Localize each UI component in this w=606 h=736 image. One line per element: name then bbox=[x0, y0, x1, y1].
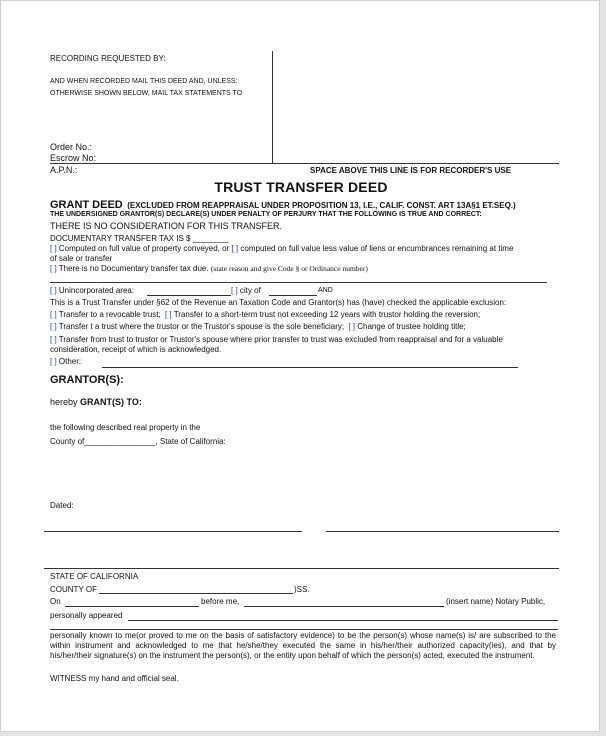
unincorporated-label: Unincorporated area: bbox=[58, 286, 135, 295]
other-line bbox=[102, 367, 518, 368]
checkbox-no-tax[interactable]: [ ] bbox=[50, 264, 57, 273]
notary-acknowledgment-paragraph: personally known to me(or proved to me on the basis of satisfactory evidence) to be the person(s) whose name(s) is/ are subscribed to the within instrument and acknowledged to me that he/she/they executed the same in his/her/their authorized capacity(ies), and that by his/her/their signature(s) on the instrument the person(s), or the entity upon behalf of which the person(s) acted, executed the instrument. bbox=[50, 631, 556, 660]
dated-label: Dated: bbox=[50, 501, 74, 510]
document-title: TRUST TRANSFER DEED bbox=[214, 179, 388, 195]
checkbox-revocable[interactable]: [ ] bbox=[50, 310, 57, 319]
checkbox-computed-full[interactable]: [ ] bbox=[50, 244, 57, 253]
city-row bbox=[231, 286, 261, 295]
grantors-heading: GRANTOR(S): bbox=[50, 374, 124, 386]
personally-appeared-label: personally appeared bbox=[50, 611, 123, 620]
revocable-label: Transfer to a revocable trust; bbox=[58, 310, 161, 319]
personally-appeared-line-2 bbox=[50, 629, 558, 630]
checkbox-other[interactable]: [ ] bbox=[50, 357, 57, 366]
notary-ss: )SS. bbox=[294, 585, 310, 594]
before-me-label: before me, bbox=[201, 597, 240, 606]
checkbox-short-term[interactable]: [ ] bbox=[164, 310, 172, 319]
notary-divider bbox=[44, 568, 559, 569]
city-line bbox=[269, 295, 317, 296]
signature-line-right[interactable] bbox=[326, 531, 559, 532]
state-reason-note: (state reason and give Code § or Ordinance number) bbox=[210, 264, 368, 273]
notary-on-label: On bbox=[50, 597, 61, 606]
computed-full-label: Computed on full value of property conveyed, or bbox=[58, 244, 230, 253]
exclusion-row2 bbox=[50, 322, 466, 331]
checkbox-unincorporated[interactable]: [ ] bbox=[50, 286, 57, 295]
trust-transfer-intro: This is a Trust Transfer under §62 of the Revenue an Taxation Code and Grantor(s) has (have) checked the applicable exclusion: bbox=[50, 298, 507, 307]
checkbox-spouse-beneficiary[interactable]: [ ] bbox=[50, 322, 57, 331]
checkbox-city[interactable]: [ ] bbox=[231, 286, 238, 295]
change-trustee-label: Change of trustee holding title; bbox=[357, 322, 466, 331]
notary-name-line bbox=[244, 606, 444, 607]
hereby-label: hereby bbox=[50, 397, 78, 407]
signature-line-left[interactable] bbox=[44, 531, 302, 532]
undersigned-declaration: THE UNDERSIGNED GRANTOR(S) DECLARE(S) UNDER PENALTY OF PERJURY THAT THE FOLLOWING IS TRUE AND CORRECT: bbox=[50, 211, 482, 218]
personally-appeared-line bbox=[128, 620, 558, 621]
county-state-line: County of________________, State of California: bbox=[50, 437, 226, 446]
exclusion-row3 bbox=[50, 335, 503, 344]
exclusion-row1 bbox=[50, 310, 480, 319]
reason-line bbox=[50, 282, 547, 283]
hereby-grants-row bbox=[50, 397, 142, 407]
other-label: Other: bbox=[58, 357, 82, 366]
recording-requested-by: RECORDING REQUESTED BY: bbox=[50, 54, 166, 63]
doc-transfer-tax: DOCUMENTARY TRANSFER TAX IS $ ________ bbox=[50, 234, 229, 243]
notary-county-label: COUNTY OF bbox=[50, 585, 97, 594]
checkbox-change-trustee[interactable]: [ ] bbox=[348, 322, 356, 331]
and-label: AND bbox=[318, 287, 333, 294]
following-described-property: the following described real property in the bbox=[50, 423, 201, 432]
tax-option-row1 bbox=[50, 244, 513, 253]
checkbox-trust-to-trustor[interactable]: [ ] bbox=[50, 335, 57, 344]
checkbox-computed-less[interactable]: [ ] bbox=[231, 244, 239, 253]
short-term-label: Transfer to a short-term trust not exceeding 12 years with trustor holding the reversion; bbox=[173, 310, 481, 319]
area-row bbox=[50, 286, 134, 295]
notary-county-line bbox=[99, 593, 293, 594]
order-no-label: Order No.: bbox=[50, 142, 93, 152]
grant-deed-label: GRANT DEED bbox=[50, 199, 123, 211]
computed-less-label: computed on full value less value of liens or encumbrances remaining at time bbox=[240, 244, 514, 253]
recorder-use-note: SPACE ABOVE THIS LINE IS FOR RECORDER'S USE bbox=[310, 166, 512, 175]
tax-option-row2 bbox=[50, 264, 368, 273]
mail-instructions-line2: OTHERWISE SHOWN BELOW, MAIL TAX STATEMENTS TO bbox=[50, 90, 243, 97]
no-tax-label: There is no Documentary transfer tax due. bbox=[58, 264, 209, 273]
mail-instructions-line1: AND WHEN RECORDED MAIL THIS DEED AND, UNLESS: bbox=[50, 78, 238, 85]
grant-deed-exclusion: (EXCLUDED FROM REAPPRAISAL UNDER PROPOSITION 13, I.E., CALIF. CONST. ART 13A§1 ET.SEQ.) bbox=[127, 201, 516, 210]
witness-line: WITNESS my hand and official seal. bbox=[50, 674, 179, 683]
trust-to-trustor-label: Transfer from trust to trustor or Trustor's spouse where prior transfer to trust was excluded from reappraisal and for a valuable bbox=[58, 335, 503, 344]
escrow-no-label: Escrow No: bbox=[50, 153, 97, 163]
trust-to-trustor-continued: consideration, receipt of which is acknowledged. bbox=[50, 345, 222, 354]
grants-to-label: GRANT(S) TO: bbox=[80, 397, 142, 407]
unincorporated-line bbox=[147, 295, 231, 296]
exclusion-other-row bbox=[50, 357, 81, 366]
notary-state: STATE OF CALIFORNIA bbox=[50, 572, 139, 581]
spouse-beneficiary-label: Transfer t a trust where the trustor or the Trustor's spouse is the sole beneficiary; bbox=[58, 322, 345, 331]
of-sale-or-transfer: of sale or transfer bbox=[50, 254, 113, 263]
recorder-divider-vertical bbox=[272, 51, 273, 164]
apn-label: A.P.N.: bbox=[50, 165, 78, 175]
insert-name-label: (insert name) Notary Public, bbox=[446, 597, 546, 606]
recorder-divider-horizontal bbox=[50, 163, 559, 164]
notary-date-line bbox=[65, 606, 199, 607]
city-of-label: city of bbox=[239, 286, 261, 295]
no-consideration: THERE IS NO CONSIDERATION FOR THIS TRANSFER. bbox=[50, 221, 283, 231]
